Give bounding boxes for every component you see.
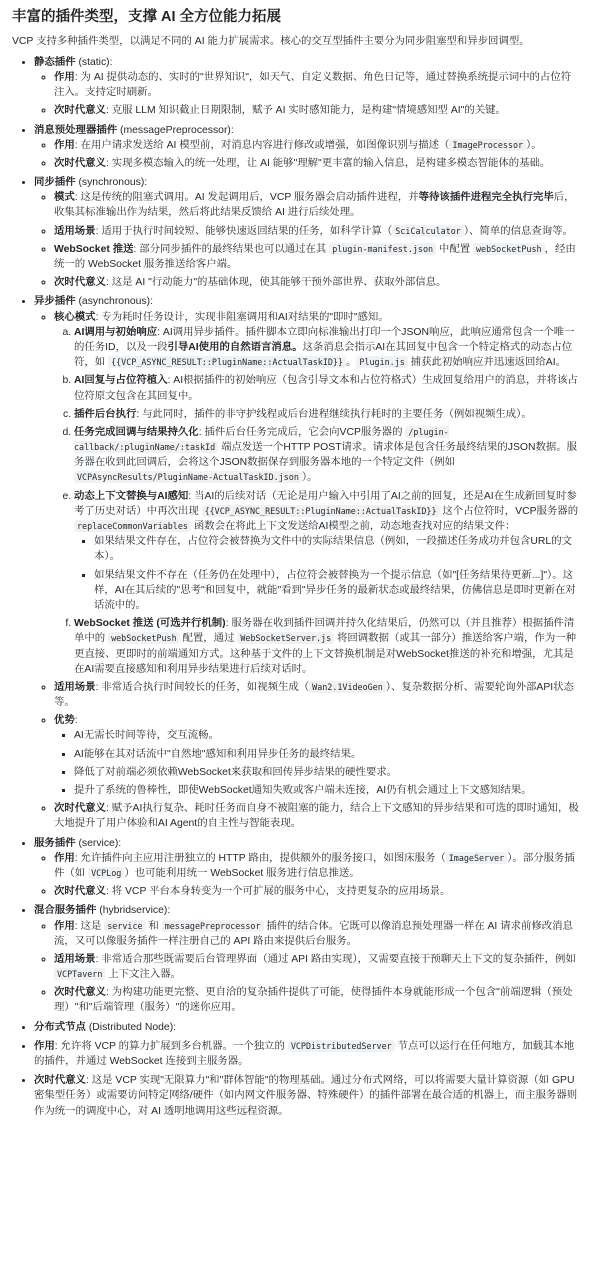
label: 作用 (54, 71, 75, 83)
list-item (74, 425, 580, 486)
sync-plugin-name: 同步插件 (34, 177, 76, 189)
inline-code: VCPDistributedServer (288, 1040, 395, 1052)
label: 次时代意义 (54, 277, 106, 289)
text: : 部分同步插件的最终结果也可以通过在其 (133, 243, 330, 255)
list-item (54, 190, 580, 220)
text: 插件的结合体。它既可以像消息预处理器一样在 AI 请求前修改消息流，又可以像服务插件一样注册自己的 API 路由来提供后台服务。 (54, 920, 573, 947)
text: : 这是 VCP 实现"无限算力"和"群体智能"的物理基础。通过分布式网络，可以将需要大量计算资源（如 GPU 密集型任务）或需要访问特定网络/硬件（如内网文件服务器、特殊硬件）的插件部署在最合适的机器上，而主服务器则作为统一的调度中心，对 AI 透明地调用这些远程资源。 (34, 1075, 578, 1117)
bold-text: 等待该插件进程完全执行完毕 (418, 192, 554, 204)
inline-code: {{VCP_ASYNC_RESULT::PluginName::ActualTaskID}} (108, 356, 346, 368)
list-item (54, 156, 580, 171)
list-item-distributed-node (34, 1020, 580, 1035)
list-item (54, 70, 580, 100)
list-item (74, 407, 580, 422)
message-plugin-name: 消息预处理器插件 (34, 124, 118, 136)
text: : 为 AI 提供动态的、实时的"世界知识"，如天气、自定义数据、角色日记等，通过替换系统提示词中的占位符注入。支持定时刷新。 (54, 71, 572, 99)
list-item (54, 713, 580, 798)
inline-code: webSocketPush (473, 243, 545, 255)
hybrid-plugin-name: 混合服务插件 (34, 905, 97, 917)
list-item: ▪ AI无需长时间等待，交互流畅。 (74, 728, 580, 743)
text: : 非常适合那些既需要后台管理界面（通过 API 路由实现），又需要直接干预聊天上下文的复杂插件，例如 (95, 953, 576, 965)
text: ，经由统一的 WebSocket 服务推送给客户端。 (54, 243, 576, 270)
async-plugin-name: 异步插件 (34, 296, 76, 308)
inline-code: plugin-manifest.json (329, 243, 436, 255)
sync-plugin-en: (synchronous): (75, 177, 148, 189)
list-item-sync-plugin (34, 175, 580, 290)
label: 核心模式 (54, 311, 96, 323)
text: : 与此同时，插件的非守护线程或后台进程继续执行耗时的主要任务（例如视频生成）。 (136, 408, 532, 420)
inline-code: VCPTavern (54, 968, 105, 980)
label: 适用场景 (54, 225, 96, 237)
text: 端点发送一个HTTP POST请求。请求体是包含任务最终结果的JSON数据。服务器在收到此回调后，会将这个JSON数据保存到服务器本地的一个特定文件（例如 (74, 442, 578, 469)
label: 模式 (54, 192, 75, 204)
inline-code: /plugin-callback/:pluginName/:taskId (74, 426, 449, 453)
label: AI回复与占位符植入 (74, 375, 168, 387)
inline-code: VCPAsyncResults/PluginName-ActualTaskID.json (74, 471, 302, 483)
text: : 实现多模态输入的统一处理，让 AI 能够"理解"更丰富的输入信息，是构建多模态智能体的基础。 (105, 157, 551, 169)
text: : 这是 AI "行动能力"的基础体现，使其能够干预外部世界、获取外部信息。 (105, 277, 447, 289)
inline-code: webSocketPush (108, 632, 180, 644)
list-item (54, 103, 580, 118)
text: : 插件后台任务完成后，它会向VCP服务器的 (198, 426, 406, 438)
list-item: ▪ 提升了系统的鲁棒性，即使WebSocket通知失败或客户端未连接，AI仍有机会通过上下文感知结果。 (74, 783, 580, 798)
list-item (54, 985, 580, 1015)
text: ）。 (301, 472, 318, 484)
list-item: ▪ AI能够在其对话流中"自然地"感知和利用异步任务的最终结果。 (74, 747, 580, 762)
bold-text: 引导AI使用的自然语言消息。 (167, 341, 303, 353)
text: : 服务器在收到插件回调并持久化结果后，仍然可以（并且推荐）根据插件清单中的 (74, 618, 575, 645)
page-title: 丰富的插件类型，支撑 AI 全方位能力拓展 (12, 9, 282, 25)
text: ）。 (526, 139, 542, 151)
label: 次时代意义 (54, 803, 106, 815)
text: : 这是 (74, 920, 105, 932)
list-item (54, 680, 580, 710)
async-steps (54, 325, 580, 677)
hybrid-plugin-en: (hybridservice): (96, 905, 171, 917)
inline-code: Wan2.1VideoGen (309, 681, 386, 693)
label: 作用 (34, 1040, 55, 1052)
text: ）。部分服务插件（如 (54, 852, 575, 879)
label: 适用场景 (54, 681, 96, 693)
list-item (74, 489, 580, 614)
label: WebSocket 推送 (54, 243, 134, 255)
text: 这个占位符时，VCP服务器的 (439, 505, 579, 517)
list-item (74, 325, 580, 371)
text: 上下文注入器。 (105, 969, 182, 981)
text: : 将 VCP 平台本身转变为一个可扩展的服务中心，支持更复杂的应用场景。 (105, 886, 451, 898)
text: 节点可以运行在任何地方，加载其本地的插件，并通过 WebSocket 连接到主服务器。 (34, 1040, 575, 1067)
list-item (54, 919, 580, 949)
text: 。 (346, 357, 357, 369)
text: : 在用户请求发送给 AI 模型前，对消息内容进行修改或增强，如图像识别与描述（ (74, 139, 450, 151)
label: 作用 (54, 920, 75, 932)
list-item (54, 275, 580, 290)
static-plugin-en: (static): (75, 56, 113, 68)
text: 配置，通过 (179, 633, 238, 645)
list-item: ▪ 如果结果文件存在，占位符会被替换为文件中的实际结果信息（例如，一段描述任务成功并包含URL的文本）。 (94, 534, 580, 564)
text: 函数会在将此上下文发送给AI模型之前，动态地查找对应的结果文件： (190, 521, 516, 532)
message-plugin-en: (messagePreprocessor): (117, 124, 234, 136)
list-item (54, 884, 580, 899)
text: 将回调数据（或其一部分）推送给客户端，作为一种更直接、更即时的前端通知方式。这种基于文件的上下文替换机制是对WebSocket推送的补充和增强，尤其是在AI需要直接感知和利用异步结果进行后续对话时。 (74, 633, 576, 675)
text: 捕获此初始响应并迅速返回给AI。 (407, 357, 566, 369)
label: 作用 (54, 139, 75, 151)
label: 次时代意义 (54, 886, 106, 898)
service-plugin-name: 服务插件 (34, 837, 76, 849)
list-item-message-preprocessor (34, 123, 580, 172)
label: 次时代意义 (54, 105, 106, 117)
inline-code: WebSocketServer.js (237, 632, 334, 644)
text: : AI调用异步插件。插件脚本立即向标准输出打印一个JSON响应，此响应通常包含一个唯一的任务ID，以及一段 (74, 326, 575, 353)
list-item (54, 310, 580, 677)
list-item (54, 138, 580, 153)
text: ）、简单的信息查询等。 (463, 225, 573, 237)
list-item (54, 851, 580, 881)
list-item (74, 373, 580, 403)
text: : 赋予AI执行复杂、耗时任务而自身不被阻塞的能力，结合上下文感知的异步结果和可选的即时通知，极大地提升了用户体验和AI Agent的自主性与智能表现。 (54, 803, 579, 830)
text: ）也可能利用统一 WebSocket 服务进行信息推送。 (124, 867, 360, 879)
list-item: ▪ 如果结果文件不存在（任务仍在处理中），占位符会被替换为一个提示信息（如"[任务结果待更新...]"）。这样，AI在其后续的"思考"和回复中，就能"看到"异步任务的最新状态或最终结果，仿佛信息是即时更新在对话流中的。 (94, 568, 580, 614)
list-item (54, 242, 580, 272)
plugin-type-list (12, 55, 580, 1119)
list-item-service-plugin (34, 836, 580, 900)
text: : 允许插件向主应用注册独立的 HTTP 路由，提供额外的服务接口，如图床服务（ (74, 852, 446, 864)
inline-code: ImageServer (446, 852, 507, 864)
text: 这条消息会指示AI在其回复中包含一个特定格式的动态占位符，如 (74, 341, 573, 369)
text: ）、复杂数据分析、需要轮询外部API状态等。 (54, 681, 574, 709)
text: : AI根据插件的初始响应（包含引导文本和占位符格式）生成回复给用户的消息，并将该占位符原文包含在其回复中。 (74, 375, 578, 402)
inline-code: service (104, 920, 145, 932)
text: : 非常适合执行时间较长的任务，如视频生成（ (95, 681, 310, 693)
text: : 专为耗时任务设计，实现非阻塞调用和AI对结果的"即时"感知。 (95, 311, 389, 323)
inline-code: replaceCommonVariables (74, 520, 191, 532)
label: 次时代意义 (54, 157, 106, 169)
intro-paragraph: VCP 支持多种插件类型，以满足不同的 AI 能力扩展需求。核心的交互型插件主要分为同步阻塞型和异步回调型。 (12, 35, 530, 47)
label: 次时代意义 (34, 1075, 86, 1087)
text: 中配置 (436, 243, 473, 255)
text: 和 (145, 920, 162, 932)
inline-code: {{VCP_ASYNC_RESULT::PluginName::ActualTaskID}} (202, 505, 440, 517)
text: 后，收集其标准输出作为结果，然后将此结果反馈给 AI 进行后续处理。 (54, 192, 575, 219)
distributed-node-en: (Distributed Node): (85, 1021, 177, 1033)
text: : 当AI的后续对话（无论是用户输入中引用了AI之前的回复，还是AI在生成新回复时参考了历史对话）中再次出现 (74, 490, 577, 517)
list-item-distributed-role (34, 1039, 580, 1069)
distributed-node-name: 分布式节点 (34, 1021, 86, 1033)
list-item (54, 952, 580, 982)
text: : 克服 LLM 知识截止日期限制，赋予 AI 实时感知能力，是构建"情境感知型 AI"的关键。 (105, 105, 506, 117)
list-item-hybrid-service (34, 903, 580, 1015)
async-plugin-en: (asynchronous): (75, 296, 153, 308)
inline-code: ImageProcessor (449, 139, 526, 151)
list-item (54, 224, 580, 239)
label: 次时代意义 (54, 987, 106, 999)
list-item-async-plugin (34, 294, 580, 831)
list-item: ▪ 降低了对前端必须依赖WebSocket来获取和回传异步结果的硬性要求。 (74, 765, 580, 780)
label: WebSocket 推送 (可选并行机制) (74, 618, 226, 630)
label: AI调用与初始响应 (74, 326, 158, 338)
text: : 允许将 VCP 的算力扩展到多台机器。一个独立的 (54, 1040, 288, 1052)
label: 适用场景 (54, 953, 96, 965)
label: 动态上下文替换与AI感知 (74, 490, 189, 502)
text: : 适用于执行时间较短、能够快速返回结果的任务，如科学计算（ (95, 225, 393, 237)
label: 任务完成回调与结果持久化 (74, 426, 199, 438)
text: : 这是传统的阻塞式调用。AI 发起调用后，VCP 服务器会启动插件进程，并 (74, 192, 419, 204)
label: 插件后台执行 (74, 408, 137, 420)
text: : 为构建功能更完整、更自洽的复杂插件提供了可能，使得插件本身就能形成一个包含"前端逻辑（预处理）"和"后端管理（服务）"的迷你应用。 (54, 987, 573, 1014)
inline-code: VCPLog (88, 867, 124, 879)
list-item (74, 616, 580, 677)
inline-code: SciCalculator (392, 225, 464, 237)
list-item-static-plugin (34, 55, 580, 119)
service-plugin-en: (service): (75, 837, 122, 849)
label: 优势 (54, 715, 75, 727)
label: 作用 (54, 852, 75, 864)
list-item-distributed-meaning (34, 1073, 580, 1119)
inline-code: messagePreprocessor (162, 920, 264, 932)
static-plugin-name: 静态插件 (34, 56, 76, 68)
list-item (54, 801, 580, 831)
inline-code: Plugin.js (356, 356, 407, 368)
text: : (74, 715, 78, 727)
